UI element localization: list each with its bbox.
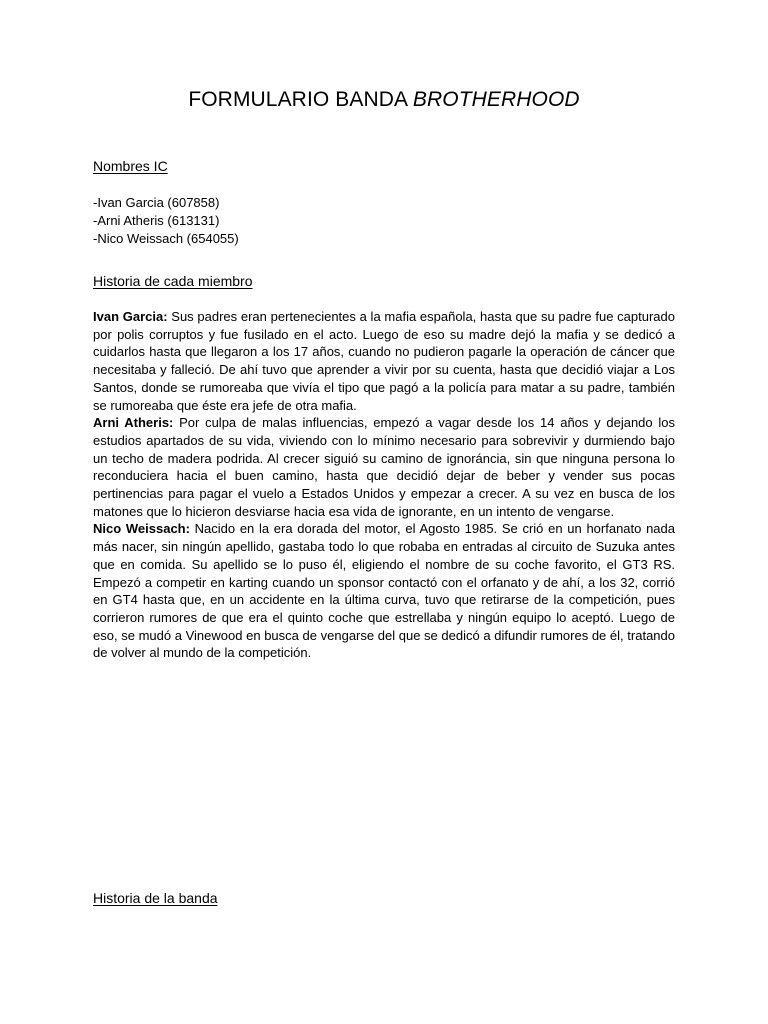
bio-nico-weissach — [93, 520, 675, 662]
title-band-name: BROTHERHOOD — [412, 88, 580, 111]
heading-historia-banda: Historia de la banda — [93, 890, 218, 906]
heading-historia-miembros: Historia de cada miembro — [93, 273, 253, 289]
bio-text: Por culpa de malas influencias, empezó a vagar desde los 14 años y dejando los estudios apartados de su vida, viviendo con lo mínimo necesario para sobrevivir y durmiendo bajo un techo de madera podrida. Al crecer siguió su camino de ignoráncia, sin que ninguna persona lo reconduciera hacia el buen camino, hasta que decidió dejar de beber y vender sus pocas pertinencias para pagar el vuelo a Estados Unidos y empezar a crecer. A su vez en busca de los matones que lo hicieron desviarse hacia esa vida de ignorante, en un intento de vengarse. — [93, 415, 675, 519]
heading-nombres-ic: Nombres IC — [93, 158, 168, 174]
bio-text: Sus padres eran pertenecientes a la mafia española, hasta que su padre fue capturado por polis corruptos y fue fusilado en el acto. Luego de eso su madre dejó la mafia y se dedicó a cuidarlos hasta que llegaron a los 17 años, cuando no pudieron pagarle la operación de cáncer que necesitaba y falleció. De ahí tuvo que aprender a vivir por su cuenta, hasta que decidió viajar a Los Santos, donde se rumoreaba que vivía el tipo que pagó a la policía para matar a su padre, también se rumoreaba que éste era jefe de otra mafia. — [93, 309, 675, 413]
bio-name: Nico Weissach: — [93, 521, 190, 537]
member-item: -Arni Atheris (613131) — [93, 213, 220, 228]
document-title — [0, 88, 768, 112]
title-main: FORMULARIO BANDA — [188, 88, 413, 111]
bio-name: Arni Atheris: — [93, 415, 174, 431]
bio-arni-atheris — [93, 414, 675, 520]
member-list — [93, 194, 239, 248]
bio-text: Nacido en la era dorada del motor, el Agosto 1985. Se crió en un horfanato nada más nacer, sin ningún apellido, gastaba todo lo que robaba en entradas al circuito de Suzuka antes que en comida. Su apellido se lo puso él, eligiendo el nombre de su coche favorito, el GT3 RS. Empezó a competir en karting cuando un sponsor contactó con el orfanato y de ahí, a los 32, corrió en GT4 hasta que, en un accidente en la última curva, tuvo que retirarse de la competición, pues corrieron rumores de que era el quinto coche que estrellaba y ningún equipo lo aceptó. Luego de eso, se mudó a Vinewood en busca de vengarse del que se dedicó a difundir rumores de él, tratando de volver al mundo de la competición. — [93, 521, 675, 661]
bio-ivan-garcia — [93, 308, 675, 414]
bio-name: Ivan Garcia: — [93, 309, 168, 324]
member-item: -Nico Weissach (654055) — [93, 231, 239, 246]
member-item: -Ivan Garcia (607858) — [93, 195, 220, 210]
member-bios — [93, 308, 675, 662]
